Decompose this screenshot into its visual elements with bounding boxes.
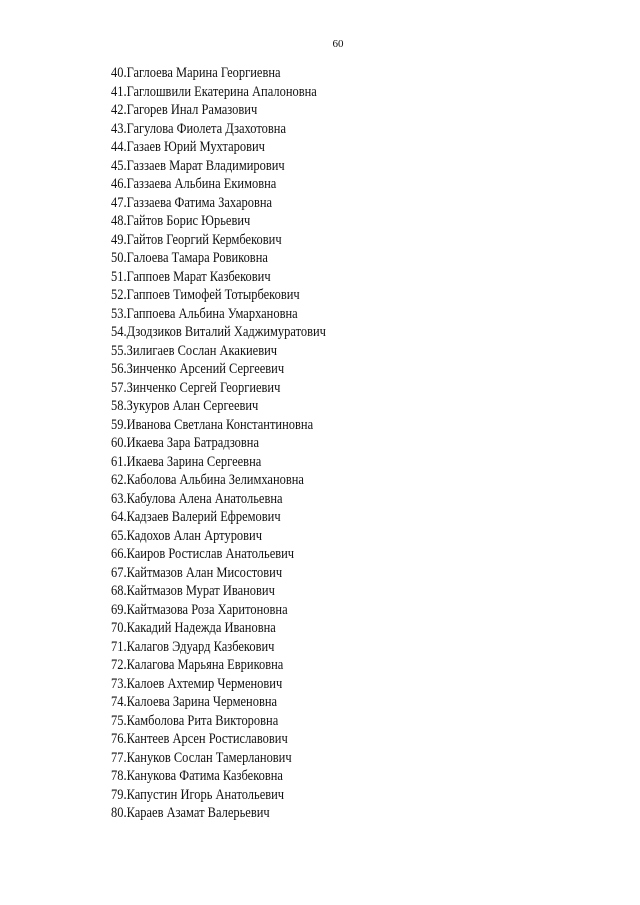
list-item: 71.Калагов Эдуард Казбекович [111, 638, 275, 655]
list-item: 52.Гаппоев Тимофей Тотырбекович [111, 287, 300, 303]
list-item: 73.Калоев Ахтемир Черменович [111, 675, 283, 692]
list-item: 53.Гаппоева Альбина Умархановна [111, 305, 298, 322]
list-item: 74.Калоева Зарина Черменовна [111, 694, 278, 710]
list-item: 75.Камболова Рита Викторовна [111, 712, 279, 729]
list-item: 80.Караев Азамат Валерьевич [111, 805, 270, 821]
list-item: 68.Кайтмазов Мурат Иванович [111, 583, 275, 599]
list-item: 77.Кануков Сослан Тамерланович [111, 749, 292, 766]
list-item: 76.Кантеев Арсен Ростиславович [111, 731, 288, 747]
list-item: 55.Зилигаев Сослан Акакиевич [111, 342, 278, 359]
list-item: 45.Газзаев Марат Владимирович [111, 157, 285, 174]
list-item: 51.Гаппоев Марат Казбекович [111, 268, 271, 285]
list-item: 63.Кабулова Алена Анатольевна [111, 490, 283, 507]
list-item: 43.Гагулова Фиолета Дзахотовна [111, 120, 286, 137]
list-item: 58.Зукуров Алан Сергеевич [111, 398, 259, 414]
name-list [111, 64, 361, 823]
list-item: 56.Зинченко Арсений Сергеевич [111, 361, 285, 377]
list-item: 48.Гайтов Борис Юрьевич [111, 213, 251, 229]
list-item: 62.Каболова Альбина Зелимхановна [111, 472, 304, 488]
list-item: 50.Галоева Тамара Ровиковна [111, 250, 268, 266]
list-item: 69.Кайтмазова Роза Харитоновна [111, 601, 288, 618]
list-item: 61.Икаева Зарина Сергеевна [111, 453, 262, 470]
list-item: 72.Калагова Марьяна Евриковна [111, 657, 284, 673]
list-item: 64.Кадзаев Валерий Ефремович [111, 509, 281, 525]
list-item: 42.Гагорев Инал Рамазович [111, 102, 258, 118]
list-item: 44.Газаев Юрий Мухтарович [111, 139, 265, 155]
list-item: 41.Гаглошвили Екатерина Апалоновна [111, 83, 317, 100]
list-item: 67.Кайтмазов Алан Мисостович [111, 564, 283, 581]
list-item: 49.Гайтов Георгий Кермбекович [111, 231, 282, 248]
list-item: 47.Газзаева Фатима Захаровна [111, 194, 273, 211]
list-item: 60.Икаева Зара Батрадзовна [111, 435, 260, 451]
list-item: 40.Гаглоева Марина Георгиевна [111, 65, 281, 81]
list-item: 66.Каиров Ростислав Анатольевич [111, 546, 295, 562]
list-item: 78.Канукова Фатима Казбековна [111, 768, 283, 784]
list-item: 79.Капустин Игорь Анатольевич [111, 786, 285, 803]
list-item: 70.Какадий Надежда Ивановна [111, 620, 276, 636]
list-item: 57.Зинченко Сергей Георгиевич [111, 379, 281, 396]
list-item: 65.Кадохов Алан Артурович [111, 527, 263, 544]
list-item: 59.Иванова Светлана Константиновна [111, 416, 314, 433]
list-item: 54.Дзодзиков Виталий Хаджимуратович [111, 324, 326, 340]
page-number: 60 [332, 38, 344, 50]
list-item: 46.Газзаева Альбина Екимовна [111, 176, 277, 192]
